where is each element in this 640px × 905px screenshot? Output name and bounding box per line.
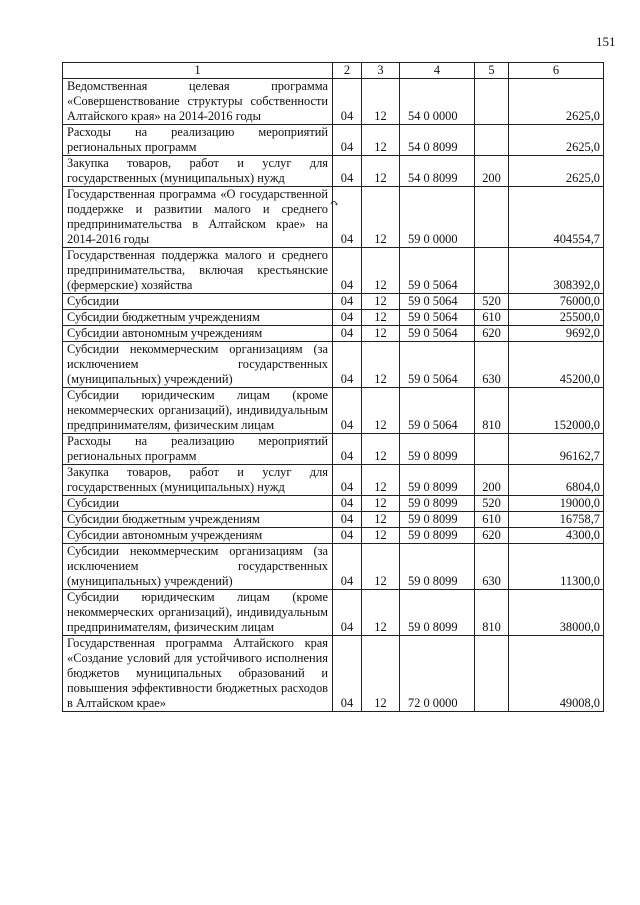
target-article-code: 59 0 5064 <box>400 248 475 294</box>
expense-type-code <box>475 434 509 465</box>
table-row <box>63 544 604 590</box>
table-row <box>63 388 604 434</box>
expense-name: Субсидии некоммерческим организациям (за исключением государственных (муниципальных) учреждений) <box>63 342 333 388</box>
table-row <box>63 294 604 310</box>
expense-type-code: 810 <box>475 590 509 636</box>
expense-type-code <box>475 636 509 712</box>
expense-name: Субсидии автономным учреждениям <box>63 528 333 544</box>
target-article-code: 54 0 8099 <box>400 156 475 187</box>
target-article-code: 59 0 5064 <box>400 310 475 326</box>
table-row <box>63 465 604 496</box>
table-row <box>63 326 604 342</box>
amount: 2625,0 <box>509 125 604 156</box>
amount: 4300,0 <box>509 528 604 544</box>
subsection-code: 12 <box>362 187 400 248</box>
subsection-code: 12 <box>362 125 400 156</box>
amount: 16758,7 <box>509 512 604 528</box>
expense-name: Субсидии <box>63 496 333 512</box>
expense-name: Закупка товаров, работ и услуг для государственных (муниципальных) нужд <box>63 156 333 187</box>
amount: 404554,7 <box>509 187 604 248</box>
target-article-code: 59 0 0000 <box>400 187 475 248</box>
section-code: 04 <box>333 528 362 544</box>
expense-type-code: 630 <box>475 342 509 388</box>
section-code: 04 <box>333 79 362 125</box>
subsection-code: 12 <box>362 590 400 636</box>
target-article-code: 59 0 8099 <box>400 465 475 496</box>
column-header: 2 <box>333 63 362 79</box>
target-article-code: 59 0 5064 <box>400 388 475 434</box>
column-header: 1 <box>63 63 333 79</box>
section-code: 04 <box>333 496 362 512</box>
amount: 2625,0 <box>509 79 604 125</box>
expense-type-code <box>475 187 509 248</box>
target-article-code: 59 0 8099 <box>400 590 475 636</box>
section-code: 04 <box>333 590 362 636</box>
amount: 11300,0 <box>509 544 604 590</box>
pen-mark-icon: ↷ <box>330 198 340 210</box>
expense-type-code: 630 <box>475 544 509 590</box>
expense-name: Субсидии некоммерческим организациям (за исключением государственных (муниципальных) учреждений) <box>63 544 333 590</box>
target-article-code: 54 0 0000 <box>400 79 475 125</box>
expense-name: Субсидии автономным учреждениям <box>63 326 333 342</box>
subsection-code: 12 <box>362 512 400 528</box>
amount: 9692,0 <box>509 326 604 342</box>
header-row <box>63 63 604 79</box>
section-code: 04 <box>333 544 362 590</box>
target-article-code: 59 0 8099 <box>400 434 475 465</box>
expense-name: Государственная программа «О государственной поддержке и развитии малого и среднего предпринимательства в Алтайском крае» на 2014-2016 годы <box>63 187 333 248</box>
subsection-code: 12 <box>362 248 400 294</box>
table-row <box>63 496 604 512</box>
subsection-code: 12 <box>362 79 400 125</box>
section-code: 04 <box>333 294 362 310</box>
target-article-code: 59 0 8099 <box>400 512 475 528</box>
table-row <box>63 248 604 294</box>
amount: 96162,7 <box>509 434 604 465</box>
amount: 76000,0 <box>509 294 604 310</box>
subsection-code: 12 <box>362 388 400 434</box>
expense-type-code: 610 <box>475 512 509 528</box>
column-header: 5 <box>475 63 509 79</box>
table-row <box>63 512 604 528</box>
subsection-code: 12 <box>362 294 400 310</box>
subsection-code: 12 <box>362 310 400 326</box>
target-article-code: 72 0 0000 <box>400 636 475 712</box>
target-article-code: 59 0 8099 <box>400 544 475 590</box>
expense-name: Государственная поддержка малого и среднего предпринимательства, включая крестьянские (фермерские) хозяйства <box>63 248 333 294</box>
table-row <box>63 528 604 544</box>
target-article-code: 59 0 8099 <box>400 528 475 544</box>
table-row <box>63 156 604 187</box>
expense-type-code: 610 <box>475 310 509 326</box>
expense-type-code: 200 <box>475 465 509 496</box>
expense-type-code <box>475 248 509 294</box>
section-code: 04 <box>333 512 362 528</box>
table-row <box>63 636 604 712</box>
expense-type-code: 620 <box>475 528 509 544</box>
subsection-code: 12 <box>362 156 400 187</box>
expense-type-code: 520 <box>475 496 509 512</box>
amount: 19000,0 <box>509 496 604 512</box>
amount: 2625,0 <box>509 156 604 187</box>
section-code: 04 <box>333 125 362 156</box>
subsection-code: 12 <box>362 434 400 465</box>
expense-type-code <box>475 125 509 156</box>
subsection-code: 12 <box>362 544 400 590</box>
subsection-code: 12 <box>362 528 400 544</box>
target-article-code: 54 0 8099 <box>400 125 475 156</box>
expense-name: Расходы на реализацию мероприятий региональных программ <box>63 434 333 465</box>
table-row <box>63 434 604 465</box>
amount: 6804,0 <box>509 465 604 496</box>
expense-type-code: 620 <box>475 326 509 342</box>
amount: 45200,0 <box>509 342 604 388</box>
expense-type-code: 520 <box>475 294 509 310</box>
subsection-code: 12 <box>362 326 400 342</box>
amount: 49008,0 <box>509 636 604 712</box>
column-header: 4 <box>400 63 475 79</box>
expense-name: Субсидии юридическим лицам (кроме некоммерческих организаций), индивидуальным предпринимателям, физическим лицам <box>63 388 333 434</box>
section-code: 04 <box>333 342 362 388</box>
table-row <box>63 590 604 636</box>
subsection-code: 12 <box>362 636 400 712</box>
section-code: 04 <box>333 465 362 496</box>
expense-name: Расходы на реализацию мероприятий региональных программ <box>63 125 333 156</box>
table-row <box>63 79 604 125</box>
table-row <box>63 342 604 388</box>
column-header: 3 <box>362 63 400 79</box>
amount: 38000,0 <box>509 590 604 636</box>
section-code: 04 <box>333 248 362 294</box>
expense-name: Государственная программа Алтайского края «Создание условий для устойчивого исполнения бюджетов муниципальных образований и повышения эффективности бюджетных расходов в Алтайском крае» <box>63 636 333 712</box>
section-code: 04 <box>333 388 362 434</box>
section-code: 04 <box>333 156 362 187</box>
column-header: 6 <box>509 63 604 79</box>
table-row <box>63 310 604 326</box>
subsection-code: 12 <box>362 342 400 388</box>
expense-type-code <box>475 79 509 125</box>
section-code: 04 <box>333 636 362 712</box>
target-article-code: 59 0 8099 <box>400 496 475 512</box>
section-code: 04 <box>333 326 362 342</box>
target-article-code: 59 0 5064 <box>400 326 475 342</box>
target-article-code: 59 0 5064 <box>400 294 475 310</box>
amount: 25500,0 <box>509 310 604 326</box>
expense-name: Субсидии <box>63 294 333 310</box>
section-code: 04 <box>333 187 362 248</box>
expense-name: Субсидии бюджетным учреждениям <box>63 512 333 528</box>
amount: 152000,0 <box>509 388 604 434</box>
expense-type-code: 200 <box>475 156 509 187</box>
expense-name: Субсидии бюджетным учреждениям <box>63 310 333 326</box>
table-row <box>63 125 604 156</box>
amount: 308392,0 <box>509 248 604 294</box>
subsection-code: 12 <box>362 465 400 496</box>
expense-type-code: 810 <box>475 388 509 434</box>
table-row <box>63 187 604 248</box>
section-code: 04 <box>333 310 362 326</box>
expense-name: Субсидии юридическим лицам (кроме некоммерческих организаций), индивидуальным предпринимателям, физическим лицам <box>63 590 333 636</box>
page-number: 151 <box>596 34 616 49</box>
target-article-code: 59 0 5064 <box>400 342 475 388</box>
expense-name: Закупка товаров, работ и услуг для государственных (муниципальных) нужд <box>63 465 333 496</box>
subsection-code: 12 <box>362 496 400 512</box>
expense-name: Ведомственная целевая программа «Совершенствование структуры собственности Алтайского края» на 2014-2016 годы <box>63 79 333 125</box>
section-code: 04 <box>333 434 362 465</box>
budget-table <box>62 62 604 712</box>
